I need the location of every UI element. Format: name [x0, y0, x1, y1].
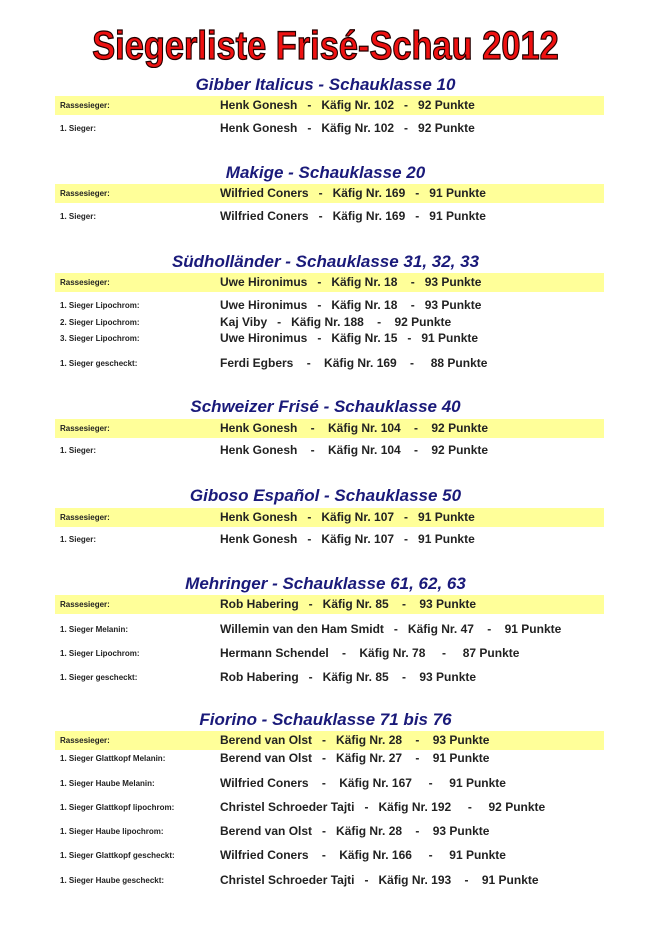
section-heading: Mehringer - Schauklasse 61, 62, 63: [185, 574, 466, 593]
result-row: [55, 329, 604, 348]
result-row: [55, 354, 604, 373]
row-entry: Henk Gonesh - Käfig Nr. 104 - 92 Punkte: [220, 443, 489, 457]
row-label: Rassesieger:: [60, 513, 110, 522]
result-row: [55, 530, 604, 549]
section-heading: Südholländer - Schauklasse 31, 32, 33: [171, 252, 480, 271]
row-label: 1. Sieger gescheckt:: [60, 673, 138, 682]
row-label: 3. Sieger Lipochrom:: [60, 334, 140, 343]
row-entry: Rob Habering - Käfig Nr. 85 - 93 Punkte: [220, 597, 477, 611]
row-label: 1. Sieger Glattkopf lipochrom:: [60, 803, 175, 812]
row-entry: Wilfried Coners - Käfig Nr. 169 - 91 Punkte: [220, 186, 486, 200]
row-label: 2. Sieger Lipochrom:: [60, 318, 140, 327]
row-entry: Henk Gonesh - Käfig Nr. 107 - 91 Punkte: [220, 532, 475, 546]
result-row: [55, 620, 604, 639]
row-label: 1. Sieger Lipochrom:: [60, 301, 140, 310]
result-row: [55, 119, 604, 138]
section-heading: Gibber Italicus - Schauklasse 10: [195, 75, 456, 94]
row-entry: Willemin van den Ham Smidt - Käfig Nr. 47 - 91 Punkte: [220, 622, 562, 636]
row-label: Rassesieger:: [60, 189, 110, 198]
row-entry: Henk Gonesh - Käfig Nr. 102 - 92 Punkte: [220, 98, 475, 112]
row-entry: Christel Schroeder Tajti - Käfig Nr. 193 - 91 Punkte: [220, 873, 539, 887]
row-label: 1. Sieger Lipochrom:: [60, 649, 140, 658]
row-entry: Christel Schroeder Tajti - Käfig Nr. 192 - 92 Punkte: [220, 800, 546, 814]
result-row: [55, 846, 604, 865]
row-entry: Wilfried Coners - Käfig Nr. 169 - 91 Punkte: [220, 209, 486, 223]
result-row: [55, 644, 604, 663]
row-entry: Berend van Olst - Käfig Nr. 28 - 93 Punkte: [220, 733, 490, 747]
result-row: [55, 419, 604, 438]
row-label: 1. Sieger Glattkopf Melanin:: [60, 754, 166, 763]
section-heading: Makige - Schauklasse 20: [225, 163, 426, 182]
row-entry: Uwe Hironimus - Käfig Nr. 18 - 93 Punkte: [220, 275, 482, 289]
row-label: Rassesieger:: [60, 736, 110, 745]
result-row: [55, 822, 604, 841]
result-row: [55, 871, 604, 890]
row-label: 1. Sieger:: [60, 446, 97, 455]
result-row: [55, 749, 604, 768]
result-row: [55, 508, 604, 527]
row-entry: Berend van Olst - Käfig Nr. 28 - 93 Punkte: [220, 824, 490, 838]
result-row: [55, 96, 604, 115]
section-heading: Schweizer Frisé - Schauklasse 40: [190, 397, 461, 416]
row-entry: Wilfried Coners - Käfig Nr. 167 - 91 Punkte: [220, 776, 506, 790]
result-row: [55, 774, 604, 793]
row-entry: Henk Gonesh - Käfig Nr. 102 - 92 Punkte: [220, 121, 475, 135]
row-label: 1. Sieger Haube gescheckt:: [60, 876, 165, 885]
row-label: 1. Sieger Haube Melanin:: [60, 779, 155, 788]
row-label: 1. Sieger Melanin:: [60, 625, 129, 634]
result-row: [55, 207, 604, 226]
row-label: Rassesieger:: [60, 101, 110, 110]
section-heading: Giboso Español - Schauklasse 50: [189, 486, 462, 505]
row-entry: Henk Gonesh - Käfig Nr. 107 - 91 Punkte: [220, 510, 475, 524]
row-entry: Henk Gonesh - Käfig Nr. 104 - 92 Punkte: [220, 421, 489, 435]
row-label: 1. Sieger gescheckt:: [60, 359, 138, 368]
row-entry: Hermann Schendel - Käfig Nr. 78 - 87 Punkte: [220, 646, 520, 660]
result-row: [55, 441, 604, 460]
row-label: 1. Sieger:: [60, 124, 97, 133]
row-entry: Ferdi Egbers - Käfig Nr. 169 - 88 Punkte: [220, 356, 488, 370]
row-entry: Wilfried Coners - Käfig Nr. 166 - 91 Punkte: [220, 848, 506, 862]
result-row: [55, 273, 604, 292]
result-row: [55, 798, 604, 817]
result-row: [55, 184, 604, 203]
result-row: [55, 595, 604, 614]
page-title: Siegerliste Frisé-Schau 2012: [92, 24, 559, 68]
section-heading: Fiorino - Schauklasse 71 bis 76: [199, 710, 452, 729]
row-label: 1. Sieger:: [60, 212, 97, 221]
row-label: Rassesieger:: [60, 424, 110, 433]
row-label: 1. Sieger:: [60, 535, 97, 544]
row-label: 1. Sieger Glattkopf gescheckt:: [60, 851, 175, 860]
row-label: Rassesieger:: [60, 278, 110, 287]
result-row: [55, 731, 604, 750]
row-entry: Rob Habering - Käfig Nr. 85 - 93 Punkte: [220, 670, 477, 684]
row-label: 1. Sieger Haube lipochrom:: [60, 827, 164, 836]
row-label: Rassesieger:: [60, 600, 110, 609]
row-entry: Berend van Olst - Käfig Nr. 27 - 91 Punkte: [220, 751, 490, 765]
row-entry: Uwe Hironimus - Käfig Nr. 18 - 93 Punkte: [220, 298, 482, 312]
row-entry: Kaj Viby - Käfig Nr. 188 - 92 Punkte: [220, 315, 452, 329]
row-entry: Uwe Hironimus - Käfig Nr. 15 - 91 Punkte: [220, 331, 479, 345]
result-row: [55, 668, 604, 687]
